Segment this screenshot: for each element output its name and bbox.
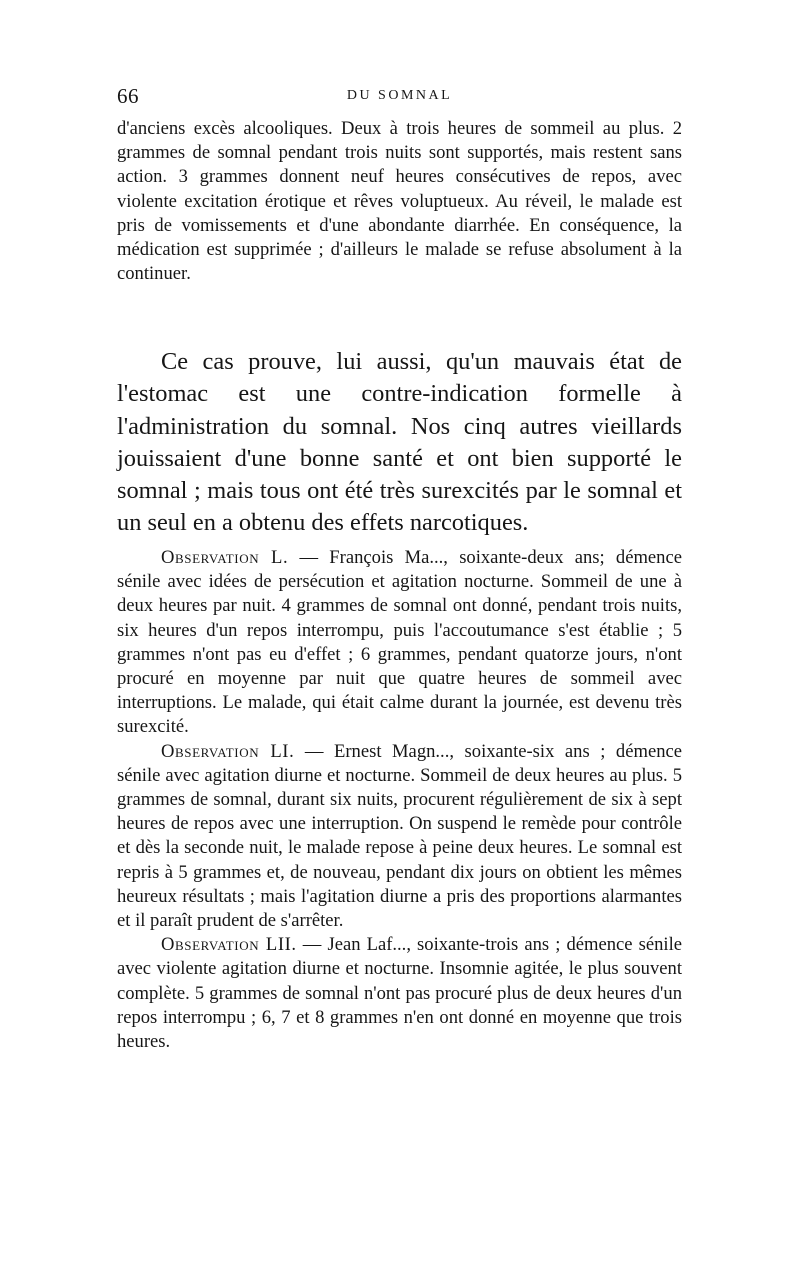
observation-52	[117, 933, 682, 1054]
observation-heading: Observation L.	[161, 547, 289, 568]
observation-text: — Jean Laf..., soixante-trois ans ; démence sénile avec violente agitation diurne et nocturne. Insomnie agitée, le plus souvent complète. 5 grammes de somnal n'ont pas procuré plus de deux heures d'un repos interrompu ; 6, 7 et 8 grammes n'en ont donné en moyenne que trois heures.	[117, 934, 683, 1053]
observation-50	[117, 546, 682, 740]
observation-text: — François Ma..., soixante-deux ans; démence sénile avec idées de persécution et agitation nocturne. Sommeil de une à deux heures par nuit. 4 grammes de somnal ont donné, pendant trois nuits, six heures d'un repos interrompu, puis l'accoutumance s'est établie ; 5 grammes n'ont pas eu d'effet ; 6 grammes, pendant quatorze jours, n'ont procuré en moyenne par nuit que quatre heures de sommeil avec interruptions. Le malade, qui était calme durant la journée, est devenu très surexcité.	[117, 547, 682, 738]
running-title: DU SOMNAL	[346, 88, 453, 103]
commentary-paragraph: Ce cas prouve, lui aussi, qu'un mauvais état de l'estomac est une contre-indication formelle à l'administration du somnal. Nos cinq autres vieillards jouissaient d'une bonne santé et ont bien supporté le somnal ; mais tous ont été très surexcités par le somnal et un seul en a obtenu des effets narcotiques.	[117, 348, 682, 537]
running-head	[117, 84, 682, 110]
observation-51	[117, 740, 682, 934]
page-number: 66	[117, 84, 139, 108]
observation-heading: Observation LII.	[161, 934, 297, 956]
observations-section	[117, 546, 682, 1054]
observation-text: — Ernest Magn..., soixante-six ans ; démence sénile avec agitation diurne et nocturne. Sommeil de deux heures au plus. 5 grammes de somnal, durant six nuits, procurent régulièrement de six à sept heures de repos avec une interruption. On suspend le remède pour contrôle et dès la seconde nuit, le malade repose à peine deux heures. Le somnal est repris à 5 grammes et, de nouveau, pendant dix jours on obtient les mêmes heureux résultats ; mais l'agitation diurne a pris des proportions alarmantes et il paraît prudent de s'arrêter.	[117, 740, 682, 932]
continued-paragraph: d'anciens excès alcooliques. Deux à trois heures de sommeil au plus. 2 grammes de somnal pendant trois nuits sont supportés, mais restent sans action. 3 grammes donnent neuf heures consécutives de repos, avec violente excitation érotique et rêves voluptueux. Au réveil, le malade est pris de vomissements et d'une abondante diarrhée. En conséquence, la médication est supprimée ; d'ailleurs le malade se refuse absolument à la continuer.	[117, 118, 682, 285]
observation-heading: Observation LI.	[161, 740, 295, 762]
